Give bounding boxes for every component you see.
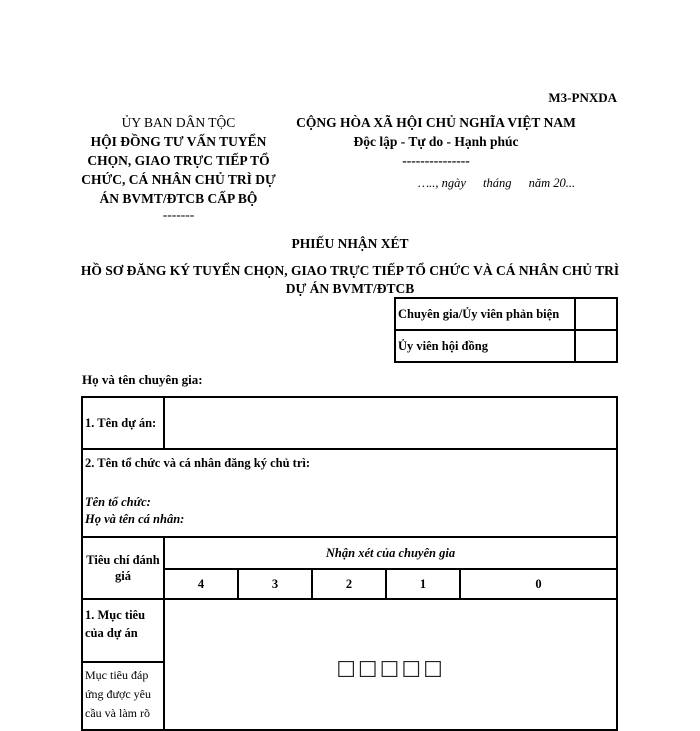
country-name: CỘNG HÒA XÃ HỘI CHỦ NGHĨA VIỆT NAM: [296, 115, 576, 130]
table-row: [82, 397, 617, 449]
expert-name-label: Họ và tên chuyên gia:: [82, 372, 203, 387]
goal-rating-cell[interactable]: [164, 599, 617, 730]
date-line: [418, 176, 575, 191]
form-subtitle: HỒ SƠ ĐĂNG KÝ TUYỂN CHỌN, GIAO TRỰC TIẾP TỔ CHỨC VÀ CÁ NHÂN CHỦ TRÌ DỰ ÁN BVMT/ĐTCB: [80, 263, 620, 296]
role-label-reviewer: Chuyên gia/Ủy viên phản biện: [395, 298, 575, 330]
left-divider: -------: [162, 207, 195, 222]
comment-header: Nhận xét của chuyên gia: [164, 537, 617, 569]
goal-label: 1. Mục tiêu của dự án: [82, 599, 164, 662]
table-row: [82, 512, 617, 537]
project-name-label: 1. Tên dự án:: [82, 397, 164, 449]
role-checkbox-member[interactable]: [575, 330, 617, 362]
score-3: 3: [238, 569, 312, 599]
right-header: [282, 113, 590, 170]
rating-checkboxes[interactable]: ☐☐☐☐☐: [336, 658, 445, 683]
right-divider: ---------------: [402, 153, 470, 168]
score-2: 2: [312, 569, 386, 599]
national-motto: Độc lập - Tự do - Hạnh phúc: [353, 134, 519, 149]
project-name-field[interactable]: [164, 397, 617, 449]
score-0: 0: [460, 569, 617, 599]
role-checkbox-reviewer[interactable]: [575, 298, 617, 330]
person-name-label: Họ và tên cá nhân:: [82, 512, 617, 537]
org-name-label: Tên tổ chức:: [82, 492, 617, 512]
form-code: M3-PNXDA: [548, 90, 617, 105]
role-row: [395, 330, 617, 362]
role-label-member: Ủy viên hội đồng: [395, 330, 575, 362]
table-row: [82, 537, 617, 569]
agency-name: ỦY BAN DÂN TỘC: [121, 115, 236, 130]
section2-label: 2. Tên tổ chức và cá nhân đăng ký chủ trì:: [82, 449, 617, 492]
table-row: [82, 492, 617, 512]
score-4: 4: [164, 569, 238, 599]
date-year: năm 20...: [528, 176, 576, 190]
council-name: HỘI ĐỒNG TƯ VẤN TUYỂN CHỌN, GIAO TRỰC TIẾP TỔ CHỨC, CÁ NHÂN CHỦ TRÌ DỰ ÁN BVMT/ĐTCB CẤP BỘ: [81, 134, 276, 206]
role-row: [395, 298, 617, 330]
table-row: [82, 449, 617, 492]
criteria-header: Tiêu chí đánh giá: [82, 537, 164, 599]
evaluation-table: [81, 396, 618, 731]
date-month: tháng: [483, 176, 512, 190]
form-title: PHIẾU NHẬN XÉT: [291, 236, 409, 251]
role-table: [394, 297, 618, 363]
score-1: 1: [386, 569, 460, 599]
goal-sub-label: Mục tiêu đáp ứng được yêu cầu và làm rõ: [82, 662, 164, 730]
date-place: ….., ngày: [418, 176, 466, 190]
left-header: [80, 113, 277, 222]
table-row: [82, 599, 617, 662]
